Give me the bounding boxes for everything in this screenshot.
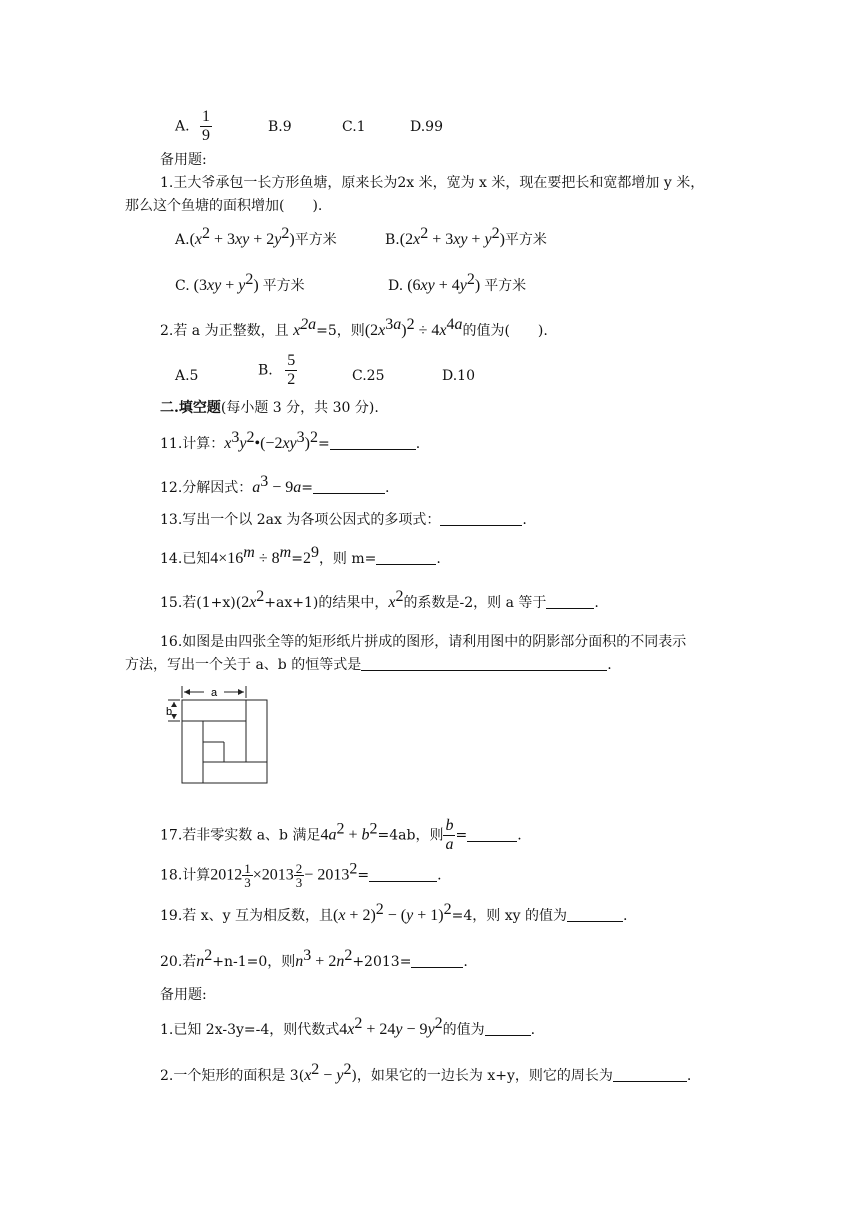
question-text: +2013= <box>352 954 412 970</box>
answer-blank[interactable] <box>567 907 623 922</box>
equals-sign: = <box>455 827 468 844</box>
question-16-line2 <box>125 655 612 675</box>
option-label: A. <box>175 232 190 248</box>
backup1-option-c: C. $(3xy + y^2)$ 平方米 <box>175 271 305 294</box>
question-text: 14.已知 <box>160 551 211 567</box>
equals-sign: = <box>357 867 370 884</box>
answer-blank[interactable] <box>330 435 416 450</box>
question-text: 13.写出一个以 2ax 为各项公因式的多项式： <box>160 512 441 528</box>
period: . <box>607 657 612 673</box>
period: . <box>436 551 441 567</box>
option-d: D.99 <box>410 119 443 135</box>
question-15: 15.若$(1+x)(2x^2+ax+1)$的结果中，$x^2$的系数是-2，则 a 等于 . <box>160 588 599 611</box>
section-title: 二.填空题 <box>160 400 221 416</box>
period: . <box>594 595 599 611</box>
answer-blank[interactable] <box>546 594 594 609</box>
backup1-line2: 那么这个鱼塘的面积增加( ). <box>125 198 323 214</box>
question-16-line1: 16.如图是由四张全等的矩形纸片拼成的图形，请利用图中的阴影部分面积的不同表示 <box>160 634 687 650</box>
fraction-five-halves <box>285 352 297 389</box>
unit-label: 平方米 <box>504 232 547 248</box>
question-text: 的值为( ). <box>462 323 548 339</box>
backup-fill-1: 1.已知 2x-3y=-4，则代数式$4x^2 + 24y - 9y^2$的值为 . <box>160 1015 536 1038</box>
backup-heading-2: 备用题: <box>160 987 207 1003</box>
backup1-line1: 1.王大爷承包一长方形鱼塘，原来长为2x 米，宽为 x 米，现在要把长和宽都增加 y 米， <box>160 175 705 191</box>
equals-sign: = <box>317 436 330 452</box>
question-text: +ax+1)的结果中， <box>264 595 389 611</box>
unit-label: 平方米 <box>484 278 527 294</box>
option-a <box>175 108 212 145</box>
backup2-question: 2.若 a 为正整数，且 $x^{2a}=5$，则$(2x^{3a})^2 \div 4x^{4a}$的值为( ). <box>160 316 548 339</box>
answer-blank[interactable] <box>369 867 437 882</box>
backup1-option-a: $A.(x^2 + 3xy + 2y^2)$平方米 <box>175 225 337 248</box>
answer-blank[interactable] <box>613 1067 687 1082</box>
question-text: 12.分解因式： <box>160 480 253 496</box>
question-text: 的值为 <box>442 1022 485 1038</box>
backup2-option-c: C.25 <box>352 368 385 384</box>
answer-blank[interactable] <box>411 953 463 968</box>
fraction-two-thirds: $\frac{2}{3}$ <box>295 861 303 890</box>
section-note: (每小题 3 分，共 30 分). <box>220 400 379 416</box>
period: . <box>415 436 421 452</box>
option-label: B. <box>385 232 400 248</box>
fraction-denominator: 9 <box>202 127 211 144</box>
figure-label-b: b <box>166 706 173 718</box>
period: . <box>463 954 468 970</box>
option-b: B.9 <box>268 119 292 135</box>
option-label: B. <box>258 362 273 379</box>
period: . <box>437 867 442 884</box>
backup-heading-1: 备用题: <box>160 152 207 168</box>
section-heading <box>160 398 379 418</box>
fraction-denominator: a <box>445 836 454 853</box>
answer-blank[interactable] <box>485 1021 531 1036</box>
question-14: 14.已知$4\times 16^m \div 8^m=2^9$，则 m= . <box>160 544 441 567</box>
fraction-denominator: 2 <box>287 371 296 388</box>
answer-blank[interactable] <box>467 827 517 842</box>
question-17: 17.若非零实数 a、b 满足$4a^2 + b^2=4ab$，则 $\frac{b}{a}$ = . <box>160 817 522 853</box>
period: . <box>530 1022 536 1038</box>
period: . <box>385 480 390 496</box>
question-text: 方法，写出一个关于 a、b 的恒等式是 <box>125 657 362 673</box>
unit-label: 平方米 <box>262 278 305 294</box>
period: . <box>517 827 522 844</box>
question-text: )，如果它的一边长为 x+y，则它的周长为 <box>351 1068 613 1084</box>
question-20: 20.若$n^2+n-1=0$，则$n^3 + 2n^2+2013=$ . <box>160 947 468 970</box>
fraction-b-over-a <box>443 817 455 854</box>
question-text: 20.若 <box>160 954 197 970</box>
unit-label: 平方米 <box>294 232 337 248</box>
option-a-label: A. <box>175 118 190 135</box>
answer-blank[interactable] <box>313 479 385 494</box>
answer-blank[interactable] <box>361 656 607 671</box>
question-text: 2.一个矩形的面积是 3( <box>160 1068 305 1084</box>
backup2-option-a: A.5 <box>175 368 199 384</box>
option-c: C.1 <box>342 119 366 135</box>
question-text: 的系数是-2，则 a 等于 <box>403 595 547 611</box>
question-text: 18.计算 <box>160 867 211 884</box>
question-text: 1.已知 2x-3y=-4，则代数式 <box>160 1022 340 1038</box>
backup-fill-2: 2.一个矩形的面积是 $3(x^2 - y^2)$，如果它的一边长为 x+y，则它的周长为 . <box>160 1061 692 1084</box>
period: . <box>686 1068 692 1084</box>
equals-sign: = <box>301 480 314 496</box>
period: . <box>522 512 527 528</box>
question-text: 17.若非零实数 a、b 满足 <box>160 827 321 844</box>
fraction-one-third: $\frac{1}{3}$ <box>244 861 251 890</box>
answer-blank[interactable] <box>440 511 522 526</box>
fraction-numerator: 1 <box>202 108 211 125</box>
option-label: C. <box>175 278 190 294</box>
question-text: 11.计算： <box>160 436 225 452</box>
fraction-numerator: b <box>445 817 454 834</box>
question-11: 11.计算：$x^3y^2•(-2xy^3)^2=$ . <box>160 429 421 452</box>
option-label: D. <box>388 278 404 294</box>
figure-label-a: a <box>210 687 218 699</box>
backup2-option-d: D.10 <box>442 368 475 384</box>
question-text: =5，则 <box>316 323 365 339</box>
question-18: 18.计算2012 $\frac{1}{3}$ ×2013 $\frac{2}{3}$ − $2013^2=$ . <box>160 860 442 890</box>
question-text: +n-1=0，则 <box>212 954 296 970</box>
fraction-numerator: 5 <box>287 352 296 369</box>
equals-sign: = <box>291 551 303 567</box>
backup1-option-b: $B.(2x^2 + 3xy + y^2)$平方米 <box>385 225 547 248</box>
question-text: 15.若(1+x)( <box>160 595 242 611</box>
answer-blank[interactable] <box>376 550 436 565</box>
backup1-option-d: D. $(6xy + 4y^2)$ 平方米 <box>388 271 527 294</box>
question-12: 12.分解因式：$a^3 - 9a=$ . <box>160 473 390 496</box>
question-text: 19.若 x、y 互为相反数，且 <box>160 908 333 924</box>
question-13 <box>160 510 527 530</box>
question-19: 19.若 x、y 互为相反数，且$(x + 2)^2 - (y + 1)^2=4$，则 xy 的值为 . <box>160 901 628 924</box>
period: . <box>622 908 628 924</box>
question-text: ，则 m= <box>318 551 377 567</box>
fraction-one-ninth <box>200 108 212 145</box>
question-text: 2.若 a 为正整数，且 <box>160 323 289 339</box>
backup2-option-b <box>258 352 297 389</box>
question-text: =4，则 xy 的值为 <box>451 908 567 924</box>
question-text: =4ab，则 <box>377 827 444 844</box>
rectangle-puzzle-figure <box>164 684 274 788</box>
